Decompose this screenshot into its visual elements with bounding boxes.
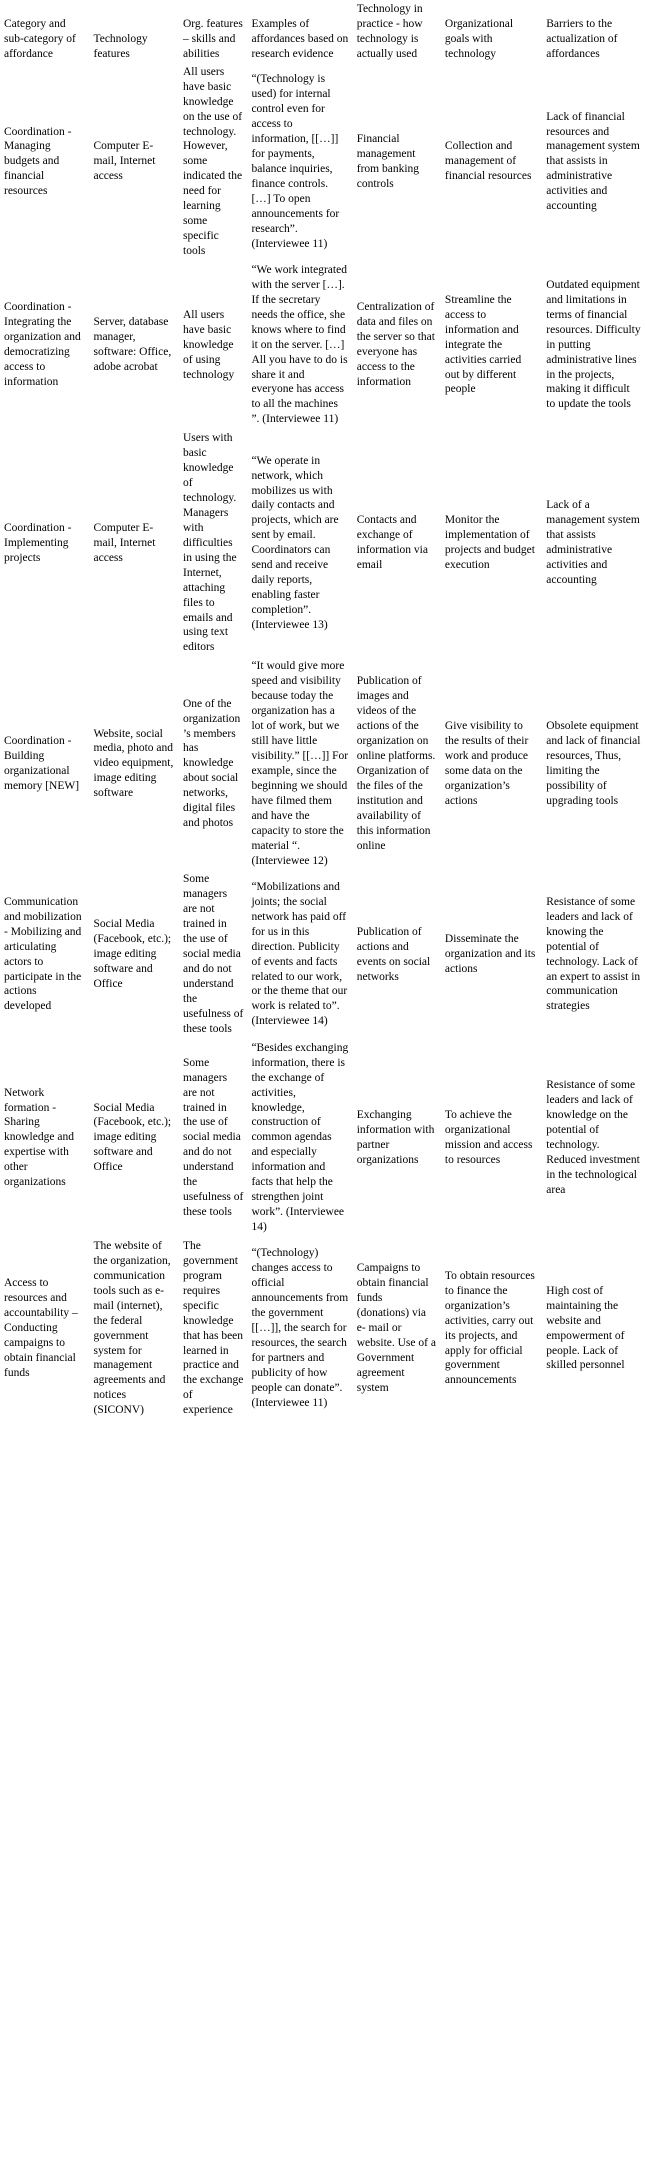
cell-barriers: Lack of a management system that assists administrative activities and accounting — [546, 499, 640, 587]
column-header-organizational-goals: Organizational goals with technology — [444, 17, 514, 60]
table-row — [0, 63, 645, 261]
cell-technology-in-practice: Publication of actions and events on social networks — [356, 925, 431, 983]
cell-organizational-goals: To obtain resources to finance the organization’s activities, carry out its projects, and apply for official government announcements — [444, 1269, 535, 1387]
cell-org-features: Some managers are not trained in the use of social media and do not understand the usefulness of these tools — [183, 1056, 244, 1219]
cell-examples: “Mobilizations and joints; the social network has paid off for us in this direction. Publicity of events and facts related to our work, or the theme that our work is related to”. (Interviewee 14) — [251, 880, 348, 1028]
cell-barriers: High cost of maintaining the website and empowerment of people. Lack of skilled personnel — [546, 1284, 625, 1372]
table-row — [0, 261, 645, 429]
cell-examples: “(Technology is used) for internal control even for access to information, [[…]] for payments, balance inquiries, finance controls. […] To open announcements for research”. (Interviewee 11) — [251, 73, 340, 250]
cell-examples: “(Technology) changes access to official announcements from the government [[…]], the search for resources, the search for partners and publicity of how people can donate”. (Interviewee 11) — [251, 1247, 349, 1409]
table-row — [0, 1039, 645, 1237]
cell-technology-in-practice: Contacts and exchange of information via email — [356, 514, 428, 572]
cell-examples: “We operate in network, which mobilizes us with daily contacts and projects, which are sent by email. Coordinators can send and receive daily reports, enabling faster completion”. (Interviewee 13) — [251, 454, 339, 631]
cell-technology-in-practice: Centralization of data and files on the server so that everyone has access to the information — [356, 301, 435, 388]
table-row — [0, 657, 645, 870]
cell-organizational-goals: Give visibility to the results of their work and produce some data on the organization’s actions — [444, 720, 529, 807]
cell-organizational-goals: Collection and management of financial resources — [444, 140, 532, 183]
cell-technology-in-practice: Exchanging information with partner organizations — [356, 1108, 435, 1166]
table-row — [0, 870, 645, 1038]
cell-org-features: Some managers are not trained in the use of social media and do not understand the usefulness of these tools — [183, 873, 244, 1035]
cell-barriers: Outdated equipment and limitations in terms of financial resources. Difficulty in putting administrative lines in the projects, making it difficult to update the tools — [546, 278, 641, 411]
cell-barriers: Resistance of some leaders and lack of knowing the potential of technology. Lack of an expert to assist in communication strategies — [546, 895, 641, 1013]
cell-barriers: Resistance of some leaders and lack of knowledge on the potential of technology. Reduced investment in the technological area — [546, 1079, 640, 1196]
cell-organizational-goals: Streamline the access to information and integrate the activities carried out by different people — [444, 293, 522, 396]
cell-technology-features: Computer E-mail, Internet access — [93, 140, 156, 183]
table-body — [0, 63, 645, 1420]
column-header-technology-features: Technology features — [93, 32, 148, 60]
cell-org-features: Users with basic knowledge of technology. Managers with difficulties in using the Internet, attaching files to emails and using text editors — [183, 432, 237, 654]
cell-technology-features: Website, social media, photo and video equipment, image editing software — [93, 727, 174, 800]
cell-technology-in-practice: Campaigns to obtain financial funds (donations) via e- mail or website. Use of a Government agreement system — [356, 1262, 436, 1394]
cell-examples: “Besides exchanging information, there is the exchange of activities, knowledge, construction of common agendas and especially information and facts that help the strengthen joint work”. (Interviewee 14) — [251, 1041, 349, 1233]
cell-barriers: Lack of financial resources and management system that assists in administrative activities and accounting — [546, 110, 640, 213]
cell-org-features: All users have basic knowledge on the use of technology. However, some indicated the need for learning some specific tools — [183, 65, 243, 257]
cell-examples: “We work integrated with the server […]. If the secretary needs the office, she knows where to find it on the server. […] All you have to do is share it and everyone has access to all the machines ”. (Interviewee 11) — [251, 263, 348, 426]
cell-technology-features: Computer E-mail, Internet access — [93, 521, 156, 564]
cell-organizational-goals: Monitor the implementation of projects and budget execution — [444, 514, 535, 572]
table-row — [0, 429, 645, 657]
cell-category: Communication and mobilization - Mobilizing and articulating actors to participate in the actions developed — [4, 895, 82, 1013]
cell-technology-in-practice: Financial management from banking controls — [356, 132, 420, 190]
column-header-category: Category and sub-category of affordance — [4, 17, 76, 60]
cell-category: Coordination - Integrating the organization and democratizing access to information — [4, 301, 81, 388]
cell-technology-in-practice: Publication of images and videos of the actions of the organization on online platforms. Organization of the files of the institution and availability of this information online — [356, 675, 436, 852]
cell-organizational-goals: To achieve the organizational mission and access to resources — [444, 1108, 533, 1166]
table-header — [0, 0, 645, 63]
table-header-row — [0, 0, 645, 63]
table-row — [0, 1237, 645, 1420]
column-header-technology-in-practice: Technology in practice - how technology is actually used — [356, 3, 423, 60]
cell-barriers: Obsolete equipment and lack of financial resources, Thus, limiting the possibility of upgrading tools — [546, 720, 641, 807]
cell-category: Access to resources and accountability – Conducting campaigns to obtain financial funds — [4, 1277, 78, 1379]
cell-technology-features: Social Media (Facebook, etc.); image editing software and Office — [93, 918, 172, 990]
column-header-examples: Examples of affordances based on research evidence — [251, 17, 349, 60]
cell-technology-features: Social Media (Facebook, etc.); image editing software and Office — [93, 1101, 172, 1174]
cell-technology-features: Server, database manager, software: Office, adobe acrobat — [93, 316, 172, 374]
cell-org-features: The government program requires specific knowledge that has been learned in practice and the exchange of experience — [183, 1239, 244, 1417]
cell-category: Coordination - Managing budgets and financial resources — [4, 125, 72, 198]
cell-org-features: One of the organization’s members has knowledge about social networks, digital files and photos — [183, 697, 241, 830]
cell-org-features: All users have basic knowledge of using technology — [183, 308, 235, 381]
cell-category: Coordination - Implementing projects — [4, 521, 72, 564]
cell-organizational-goals: Disseminate the organization and its actions — [444, 933, 536, 976]
cell-category: Network formation - Sharing knowledge and expertise with other organizations — [4, 1086, 74, 1189]
cell-examples: “It would give more speed and visibility because today the organization has a lot of work, but we still have little visibility.” [[…]] For example, since the beginning we should have filmed them and have the capacity to store the material “. (Interviewee 12) — [251, 660, 349, 867]
cell-technology-features: The website of the organization, communication tools such as e-mail (internet), the federal government system for management agreements and notices (SICONV) — [93, 1239, 171, 1417]
column-header-org-features: Org. features – skills and abilities — [183, 17, 243, 60]
cell-category: Coordination - Building organizational memory [NEW] — [4, 735, 80, 792]
column-header-barriers: Barriers to the actualization of affordances — [546, 17, 618, 60]
